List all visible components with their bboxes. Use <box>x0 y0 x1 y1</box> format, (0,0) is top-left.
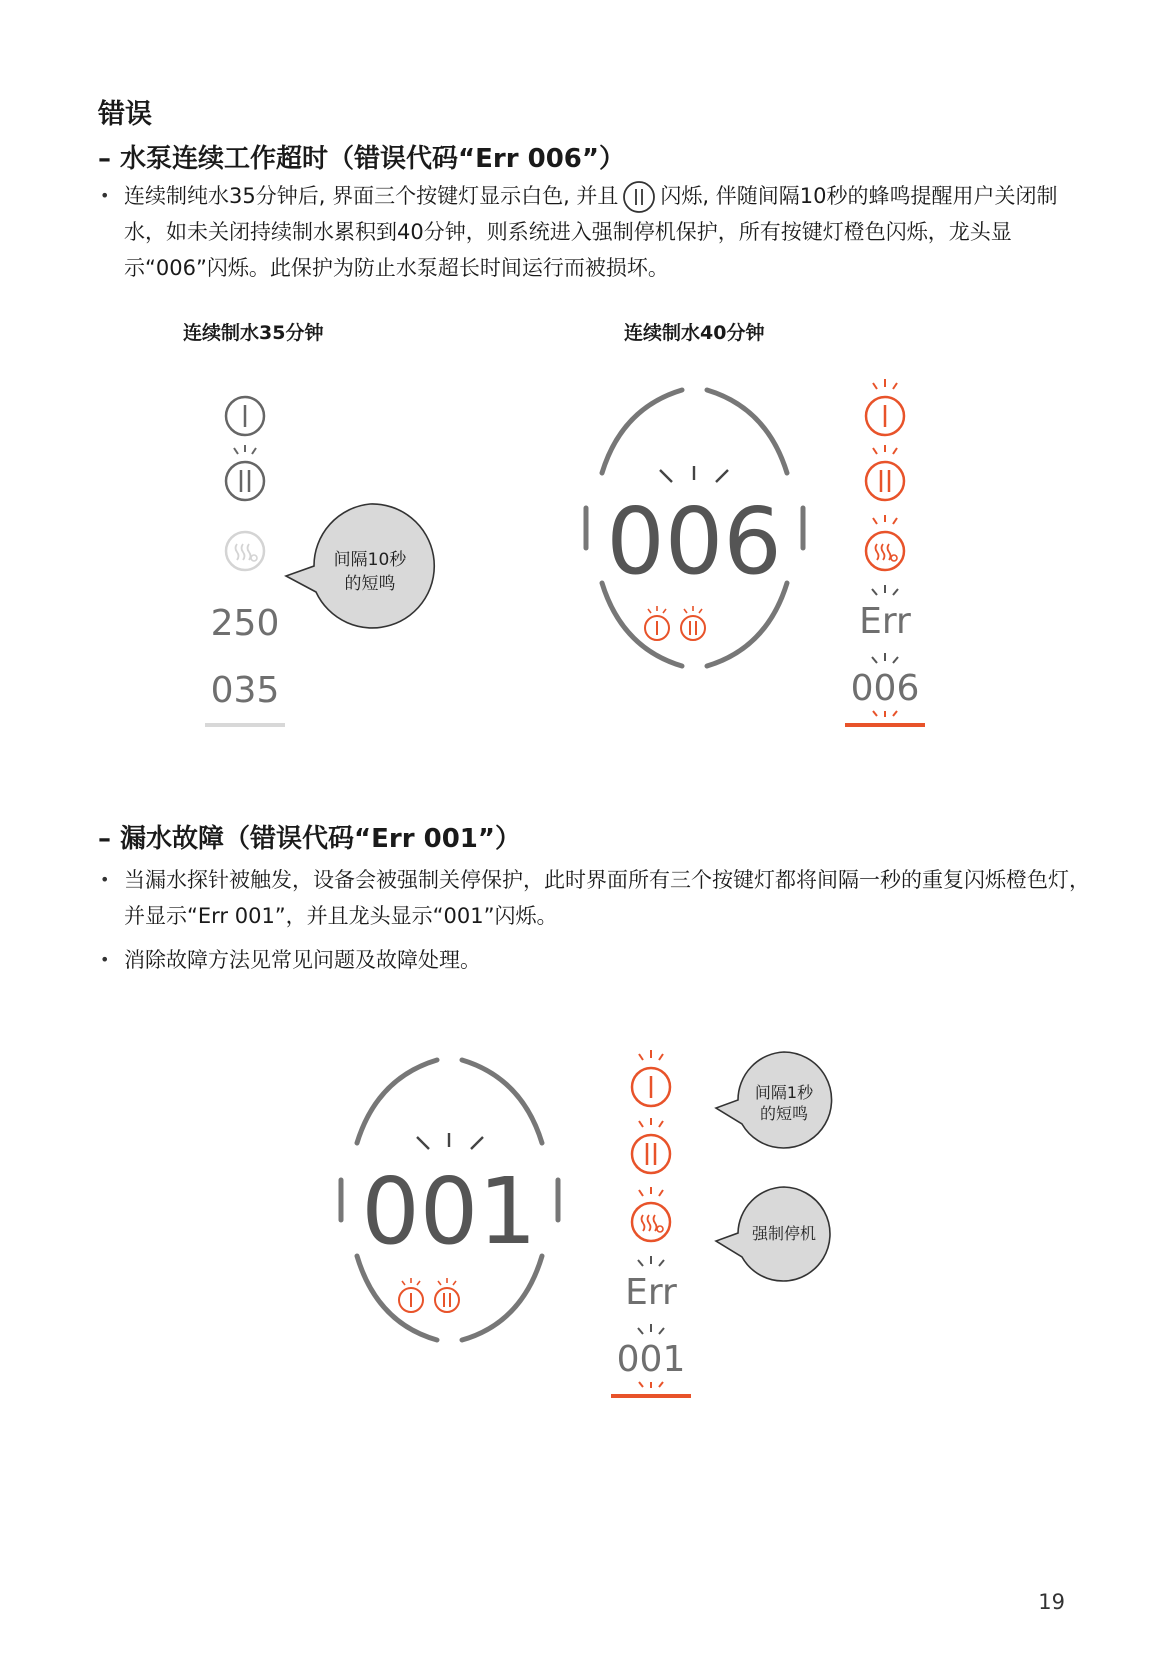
bubble-line2: 的短鸣 <box>759 1104 808 1123</box>
faucet-code: 001 <box>361 1158 537 1265</box>
fig-label-35min: 连续制水35分钟 <box>183 322 324 344</box>
blink-rays-icon <box>873 379 897 389</box>
blink-rays-icon <box>873 711 897 717</box>
hot-water-icon <box>226 532 264 570</box>
faucet-display-006 <box>582 378 807 678</box>
panel-leak <box>596 1046 726 1406</box>
blink-rays-icon <box>638 1324 664 1334</box>
leak-bullet-1: • 当漏水探针被触发，设备会被强制关停保护，此时界面所有三个按键灯都将间隔一秒的重复闪烁橙色灯，并显示“Err 001”，并且龙头显示“001”闪烁。 <box>100 862 1090 934</box>
blink-rays-icon <box>417 1133 483 1149</box>
blink-rays-icon <box>872 653 898 663</box>
bullet-dot-icon: • <box>100 950 110 969</box>
display-code-digits: 006 <box>850 668 920 709</box>
button-i-icon <box>866 397 904 435</box>
page-number: 19 <box>1038 1590 1065 1614</box>
hot-water-icon <box>632 1203 670 1241</box>
pure-water-ii-icon <box>622 180 656 214</box>
leak-fault-heading: – 漏水故障（错误代码“Err 001”） <box>98 824 521 854</box>
blink-rays-icon <box>873 445 897 454</box>
button-i-icon <box>632 1068 670 1106</box>
blink-rays-icon <box>873 515 897 524</box>
button-ii-icon <box>226 462 264 500</box>
pump-timeout-heading: – 水泵连续工作超时（错误代码“Err 006”） <box>98 144 625 174</box>
panel-40min <box>830 375 960 735</box>
blink-rays-icon <box>639 1382 663 1388</box>
blink-rays-icon <box>660 466 728 482</box>
button-ii-icon <box>632 1135 670 1173</box>
display-err-text: Err <box>625 1272 677 1313</box>
faucet-button-i-icon <box>399 1278 423 1312</box>
faucet-button-ii-icon <box>435 1278 459 1312</box>
display-err-text: Err <box>859 601 911 642</box>
faucet-button-i-icon <box>645 606 669 640</box>
bubble-line1: 间隔1秒 <box>754 1083 814 1102</box>
faucet-code: 006 <box>606 488 782 595</box>
bubble-line1: 间隔10秒 <box>333 550 407 570</box>
bubble-line2: 的短鸣 <box>344 574 396 594</box>
fig-label-40min: 连续制水40分钟 <box>624 322 765 344</box>
blink-rays-icon <box>638 1256 664 1266</box>
blink-rays-icon <box>639 1187 663 1196</box>
button-ii-icon <box>866 462 904 500</box>
pump-timeout-paragraph: • 连续制纯水35分钟后, 界面三个按键灯显示白色, 并且 闪烁, 伴随间隔10秒的蜂鸣提醒用户关闭制水，如未关闭持续制水累积到40分钟，则系统进入强制停机保护，所有按键灯橙色闪烁，龙头显示“006”闪烁。此保护为防止水泵超长时间运行而被损坏。 <box>100 178 1090 286</box>
blink-rays-icon <box>639 1050 663 1060</box>
bullet-dot-icon: • <box>100 870 110 889</box>
faucet-display-001 <box>337 1048 562 1353</box>
button-i-icon <box>226 397 264 435</box>
bullet-dot-icon: • <box>100 186 110 205</box>
display-code-digits: 001 <box>616 1339 686 1380</box>
blink-rays-icon <box>639 1118 663 1127</box>
section-title: 错误 <box>98 99 152 130</box>
hot-water-icon <box>866 532 904 570</box>
forced-stop-label: 强制停机 <box>751 1224 816 1243</box>
faucet-button-ii-icon <box>681 606 705 640</box>
blink-rays-icon <box>872 585 898 595</box>
blink-rays-icon <box>234 445 256 454</box>
display-bottom-digits: 035 <box>210 670 280 711</box>
display-top-digits: 250 <box>210 603 280 644</box>
leak-bullet-2: • 消除故障方法见常见问题及故障处理。 <box>100 942 1090 978</box>
